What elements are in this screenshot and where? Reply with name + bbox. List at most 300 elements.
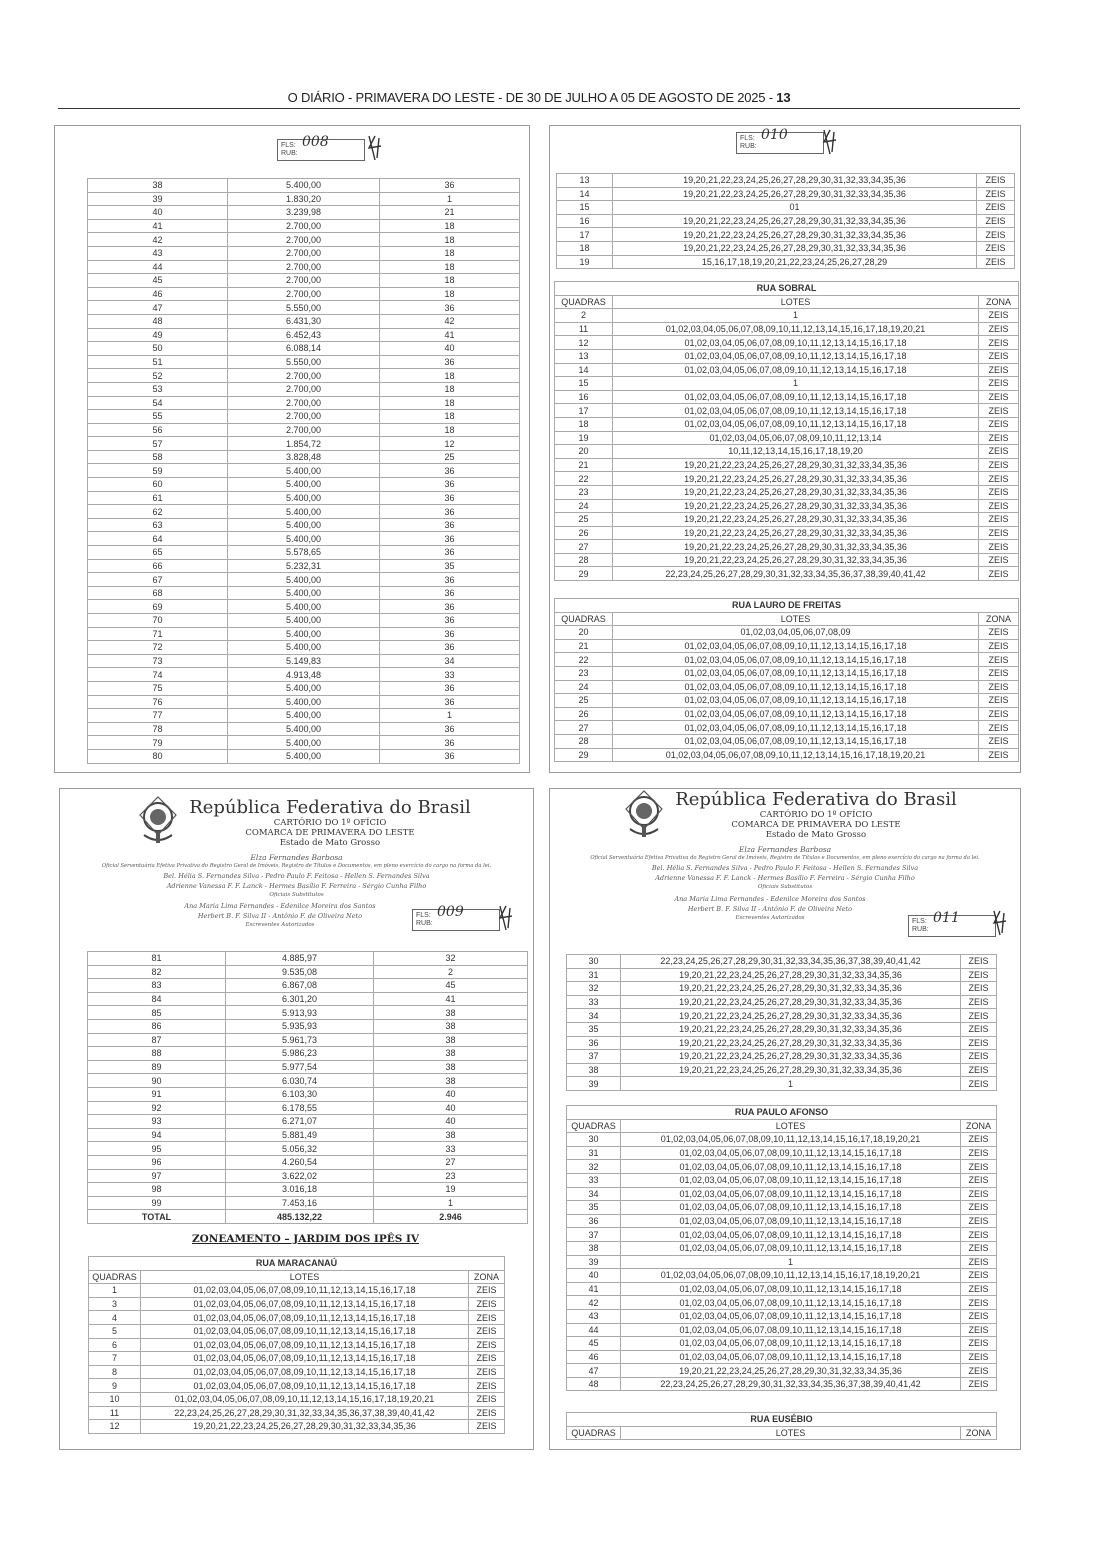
col-zona: ZEIS (961, 1009, 997, 1023)
col-quadra: 82 (88, 965, 226, 979)
col-zona: 23 (374, 1169, 528, 1183)
col-lotes: 5.578,65 (228, 546, 380, 560)
col-lotes: 3.828,48 (228, 450, 380, 464)
col-lotes: 01,02,03,04,05,06,07,08,09,10,11,12,13,14,15,16,17,18 (621, 1350, 961, 1364)
col-quadra: 73 (88, 654, 228, 668)
table-row (89, 1392, 505, 1406)
col-zona: ZEIS (961, 1309, 997, 1323)
col-quadra: 96 (88, 1155, 226, 1169)
col-lotes: 01,02,03,04,05,06,07,08,09,10,11,12,13,14,15,16,17,18 (613, 363, 979, 377)
col-quadra: 87 (88, 1033, 226, 1047)
col-quadra: 43 (567, 1309, 621, 1323)
col-quadra: 60 (88, 478, 228, 492)
street-title: RUA LAURO DE FREITAS (555, 599, 1019, 613)
col-zona: ZEIS (979, 322, 1019, 336)
col-zona: 36 (380, 518, 520, 532)
col-lotes: 5.400,00 (228, 695, 380, 709)
table-row (88, 1006, 528, 1020)
col-zona: 42 (380, 314, 520, 328)
table-row (88, 992, 528, 1006)
table-row (88, 274, 520, 288)
col-lotes: 19,20,21,22,23,24,25,26,27,28,29,30,31,32,33,34,35,36 (613, 513, 979, 527)
rub-label: RUB: (281, 150, 298, 157)
col-quadra: 25 (555, 513, 613, 527)
col-zona: 41 (380, 328, 520, 342)
col-zona: 36 (380, 695, 520, 709)
col-zona: ZEIS (961, 1337, 997, 1351)
zone-table-b-top (556, 173, 1015, 269)
col-lotes: 01,02,03,04,05,06,07,08,09,10,11,12,13,14,15,16,17,18 (141, 1324, 469, 1338)
col-lotes: 01,02,03,04,05,06,07,08,09,10,11,12,13,14,15,16,17,18 (141, 1284, 469, 1298)
col-zona: ZEIS (977, 174, 1015, 188)
col-lotes: 3.622,02 (226, 1169, 374, 1183)
col-zona: ZEIS (979, 445, 1019, 459)
table-row (557, 174, 1015, 188)
col-quadra: 52 (88, 369, 228, 383)
col-lotes: 01,02,03,04,05,06,07,08,09,10,11,12,13,14,15,16,17,18 (621, 1146, 961, 1160)
col-lotes: 6.178,55 (226, 1101, 374, 1115)
table-row (88, 1101, 528, 1115)
col-zona: 18 (380, 423, 520, 437)
col-lotes: 4.260,54 (226, 1155, 374, 1169)
col-lotes: 01,02,03,04,05,06,07,08,09,10,11,12,13,14,15,16,17,18 (621, 1228, 961, 1242)
col-zona: 36 (380, 301, 520, 315)
col-lotes: 19,20,21,22,23,24,25,26,27,28,29,30,31,32,33,34,35,36 (613, 540, 979, 554)
col-quadra: 39 (567, 1255, 621, 1269)
col-lotes: LOTES (621, 1426, 961, 1440)
header-text: O DIÁRIO - PRIMAVERA DO LESTE - DE 30 DE JULHO A 05 DE AGOSTO DE 2025 - (287, 90, 777, 105)
col-zona: 36 (380, 627, 520, 641)
col-quadra: 66 (88, 559, 228, 573)
table-row (89, 1352, 505, 1366)
col-zona: ZEIS (979, 707, 1019, 721)
col-quadra: 80 (88, 749, 228, 763)
col-zona: 36 (380, 681, 520, 695)
table-row (555, 404, 1019, 418)
table-row (88, 614, 520, 628)
col-lotes: 19,20,21,22,23,24,25,26,27,28,29,30,31,32,33,34,35,36 (621, 968, 961, 982)
col-lotes: 22,23,24,25,26,27,28,29,30,31,32,33,34,35,36,37,38,39,40,41,42 (621, 1377, 961, 1391)
table-row (88, 314, 520, 328)
col-zona: ZEIS (961, 955, 997, 969)
col-lotes: 01,02,03,04,05,06,07,08,09,10,11,12,13,14,15,16,17,18 (141, 1297, 469, 1311)
col-quadra: QUADRAS (567, 1426, 621, 1440)
col-zona: ZEIS (961, 1133, 997, 1147)
table-row (89, 1365, 505, 1379)
col-lotes: 01 (613, 201, 977, 215)
table-row (557, 201, 1015, 215)
table-row (567, 1377, 997, 1391)
table-row (555, 513, 1019, 527)
table-row (555, 653, 1019, 667)
table-row (88, 1155, 528, 1169)
table-row (88, 342, 520, 356)
col-lotes: 19,20,21,22,23,24,25,26,27,28,29,30,31,32,33,34,35,36 (621, 1050, 961, 1064)
col-zona: ZEIS (961, 968, 997, 982)
col-zona: ZEIS (979, 458, 1019, 472)
fls-label: FLS: (912, 918, 927, 925)
col-lotes: 5.913,93 (226, 1006, 374, 1020)
table-row (555, 694, 1019, 708)
fls-label: FLS: (281, 142, 296, 149)
table-row (89, 1297, 505, 1311)
col-zona: ZEIS (469, 1379, 505, 1393)
col-zona: ZEIS (979, 309, 1019, 323)
col-lotes: 19,20,21,22,23,24,25,26,27,28,29,30,31,32,33,34,35,36 (613, 174, 977, 188)
col-lotes: 6.271,07 (226, 1115, 374, 1129)
col-quadra: 26 (555, 707, 613, 721)
col-quadra: 61 (88, 491, 228, 505)
table-row (555, 553, 1019, 567)
col-quadra: 49 (88, 328, 228, 342)
col-lotes: 6.431,30 (228, 314, 380, 328)
table-row (567, 1255, 997, 1269)
col-quadra: 33 (567, 995, 621, 1009)
official-role: Oficial Serventuária Efetiva Privativa do Registro Geral de Imóveis, Registro de Títulos e Documentos, em pleno exercício do cargo na forma da lei. (101, 863, 492, 869)
col-quadra: 11 (555, 322, 613, 336)
table-row (88, 423, 520, 437)
col-zona: 2.946 (374, 1210, 528, 1224)
table-row (88, 546, 520, 560)
col-zona: ZEIS (979, 377, 1019, 391)
table-row (557, 187, 1015, 201)
col-lotes: 2.700,00 (228, 369, 380, 383)
col-zona: 41 (374, 992, 528, 1006)
col-quadra: 50 (88, 342, 228, 356)
col-lotes: 19,20,21,22,23,24,25,26,27,28,29,30,31,32,33,34,35,36 (621, 1036, 961, 1050)
table-row (88, 219, 520, 233)
col-zona: 34 (380, 654, 520, 668)
col-quadra: 97 (88, 1169, 226, 1183)
table-row (88, 654, 520, 668)
zone-table-rua-paulo-afonso (566, 1105, 997, 1391)
col-zona: ZONA (961, 1119, 997, 1133)
table-row (567, 1282, 997, 1296)
table-row (88, 736, 520, 750)
table-row (88, 233, 520, 247)
rub-label: RUB: (416, 920, 433, 927)
substitutes-line1: Bel. Hélia S. Fernandes Silva - Pedro Paulo F. Feitosa - Hellen S. Fernandes Silva (163, 872, 430, 880)
col-quadra: 72 (88, 641, 228, 655)
col-lotes: 5.550,00 (228, 355, 380, 369)
cartorio-line2: COMARCA DE PRIMAVERA DO LESTE (731, 820, 901, 830)
table-row (88, 1183, 528, 1197)
col-quadra: 67 (88, 573, 228, 587)
col-lotes: 1 (613, 309, 979, 323)
col-zona: 36 (380, 179, 520, 193)
col-quadra: 81 (88, 952, 226, 966)
col-lotes: 19,20,21,22,23,24,25,26,27,28,29,30,31,32,33,34,35,36 (621, 995, 961, 1009)
col-quadra: 38 (567, 1063, 621, 1077)
table-row (88, 1074, 528, 1088)
col-lotes: 19,20,21,22,23,24,25,26,27,28,29,30,31,32,33,34,35,36 (621, 1364, 961, 1378)
col-zona: ZEIS (961, 1050, 997, 1064)
table-row (567, 1022, 997, 1036)
table-row (567, 1214, 997, 1228)
scan-panel-c (59, 788, 534, 1450)
col-zona: ZEIS (979, 626, 1019, 640)
col-quadra: 92 (88, 1101, 226, 1115)
col-lotes: 5.961,73 (226, 1033, 374, 1047)
table-row (555, 377, 1019, 391)
col-quadra: 59 (88, 464, 228, 478)
col-zona: ZEIS (979, 513, 1019, 527)
table-row (567, 955, 997, 969)
col-quadra: 90 (88, 1074, 226, 1088)
table-row (555, 309, 1019, 323)
col-zona: 45 (374, 979, 528, 993)
col-zona: ZEIS (469, 1297, 505, 1311)
col-lotes: 1 (613, 377, 979, 391)
col-zona: ZEIS (979, 336, 1019, 350)
col-quadra: 62 (88, 505, 228, 519)
table-row (88, 491, 520, 505)
col-zona: 36 (380, 355, 520, 369)
table-row (555, 336, 1019, 350)
col-quadra: 27 (555, 540, 613, 554)
col-lotes: 01,02,03,04,05,06,07,08,09 (613, 626, 979, 640)
col-lotes: 10,11,12,13,14,15,16,17,18,19,20 (613, 445, 979, 459)
table-row (567, 1133, 997, 1147)
col-quadra: 11 (89, 1406, 141, 1420)
signature-icon (820, 128, 840, 156)
col-quadra: 26 (555, 526, 613, 540)
cartorio-line1: CARTÓRIO DO 1º OFÍCIO (759, 810, 873, 820)
col-quadra: 38 (88, 179, 228, 193)
col-lotes: 2.700,00 (228, 423, 380, 437)
col-lotes: 5.977,54 (226, 1060, 374, 1074)
col-quadra: QUADRAS (555, 295, 613, 309)
street-title-row (555, 282, 1019, 296)
col-zona: ZEIS (961, 1228, 997, 1242)
col-quadra: 21 (555, 639, 613, 653)
table-row (555, 472, 1019, 486)
col-zona: ZEIS (961, 995, 997, 1009)
col-zona: ZEIS (979, 653, 1019, 667)
col-lotes: 01,02,03,04,05,06,07,08,09,10,11,12,13,14,15,16,17,18 (141, 1365, 469, 1379)
col-quadra: 13 (555, 349, 613, 363)
col-quadra: 4 (89, 1311, 141, 1325)
col-lotes: 6.030,74 (226, 1074, 374, 1088)
col-quadra: 46 (88, 287, 228, 301)
col-lotes: 4.913,48 (228, 668, 380, 682)
col-lotes: 5.400,00 (228, 573, 380, 587)
col-quadra: 83 (88, 979, 226, 993)
col-lotes: 6.867,08 (226, 979, 374, 993)
col-zona: ZEIS (979, 553, 1019, 567)
table-row (88, 627, 520, 641)
area-table-c (87, 951, 528, 1224)
col-quadra: 47 (88, 301, 228, 315)
signature-icon (990, 909, 1010, 937)
col-lotes: 01,02,03,04,05,06,07,08,09,10,11,12,13,14,15,16,17,18 (621, 1201, 961, 1215)
col-quadra: 98 (88, 1183, 226, 1197)
table-row (88, 192, 520, 206)
col-quadra: 3 (89, 1297, 141, 1311)
clerks-line1: Ana Maria Lima Fernandes - Edenilce Moreira dos Santos (674, 895, 866, 903)
col-quadra: 85 (88, 1006, 226, 1020)
zone-table-d-top (566, 954, 997, 1091)
col-zona: 18 (380, 260, 520, 274)
col-zona: 19 (374, 1183, 528, 1197)
col-zona: ZEIS (979, 666, 1019, 680)
cartorio-line2: COMARCA DE PRIMAVERA DO LESTE (245, 828, 415, 838)
table-row (88, 450, 520, 464)
col-zona: 38 (374, 1047, 528, 1061)
col-lotes: 5.550,00 (228, 301, 380, 315)
table-row (88, 410, 520, 424)
col-lotes: 01,02,03,04,05,06,07,08,09,10,11,12,13,14,15,16,17,18 (613, 404, 979, 418)
col-lotes: LOTES (613, 612, 979, 626)
col-zona: ZEIS (979, 363, 1019, 377)
col-zona: 18 (380, 219, 520, 233)
col-lotes: 1 (621, 1077, 961, 1091)
col-zona: ZEIS (469, 1324, 505, 1338)
republica-title: República Federativa do Brasil (189, 797, 471, 818)
col-lotes: 01,02,03,04,05,06,07,08,09,10,11,12,13,14,15,16,17,18 (613, 417, 979, 431)
table-row (88, 722, 520, 736)
col-zona: ZEIS (961, 1173, 997, 1187)
table-row (88, 464, 520, 478)
col-zona: 33 (380, 668, 520, 682)
substitutes-label: Oficiais Substitutos (269, 892, 324, 898)
col-zona: 27 (374, 1155, 528, 1169)
table-row (555, 458, 1019, 472)
table-row (89, 1420, 505, 1434)
street-title: RUA PAULO AFONSO (567, 1106, 997, 1120)
table-row (567, 1337, 997, 1351)
table-row (88, 668, 520, 682)
table-row (555, 526, 1019, 540)
col-quadra: 89 (88, 1060, 226, 1074)
col-zona: 36 (380, 614, 520, 628)
col-lotes: 5.400,00 (228, 179, 380, 193)
col-quadra: 5 (89, 1324, 141, 1338)
col-zona: ZEIS (961, 1063, 997, 1077)
col-quadra: 25 (555, 694, 613, 708)
table-row (557, 228, 1015, 242)
col-lotes: 1.854,72 (228, 437, 380, 451)
official-name: Elza Fernandes Barbosa (250, 853, 343, 862)
col-zona: ZEIS (961, 1282, 997, 1296)
col-quadra: 22 (555, 472, 613, 486)
col-quadra: 43 (88, 246, 228, 260)
col-zona: 12 (380, 437, 520, 451)
col-lotes: 15,16,17,18,19,20,21,22,23,24,25,26,27,28,29 (613, 255, 977, 269)
page-number: 13 (776, 90, 791, 105)
col-zona: 38 (374, 1074, 528, 1088)
fls-number: 011 (933, 910, 960, 926)
col-lotes: 01,02,03,04,05,06,07,08,09,10,11,12,13,14,15,16,17,18 (621, 1323, 961, 1337)
col-lotes: 01,02,03,04,05,06,07,08,09,10,11,12,13,14,15,16,17,18,19,20,21 (141, 1392, 469, 1406)
street-title: RUA SOBRAL (555, 282, 1019, 296)
col-lotes: 01,02,03,04,05,06,07,08,09,10,11,12,13,14,15,16,17,18 (613, 680, 979, 694)
rub-label: RUB: (740, 143, 757, 150)
col-quadra: 18 (557, 241, 613, 255)
col-lotes: 01,02,03,04,05,06,07,08,09,10,11,12,13,14,15,16,17,18 (613, 721, 979, 735)
col-zona: 40 (374, 1087, 528, 1101)
col-quadra: 41 (88, 219, 228, 233)
substitutes-line2: Adrienne Vanessa F. F. Lanck - Hermes Basílio F. Ferreira - Sérgio Cunha Filho (166, 882, 427, 890)
cartorio-line3: Estado de Mato Grosso (765, 830, 867, 840)
col-quadra: 36 (567, 1214, 621, 1228)
col-zona: 1 (380, 709, 520, 723)
col-quadra: 42 (567, 1296, 621, 1310)
col-zona: ZEIS (979, 390, 1019, 404)
col-quadra: 71 (88, 627, 228, 641)
col-lotes: LOTES (141, 1270, 469, 1284)
col-lotes: 01,02,03,04,05,06,07,08,09,10,11,12,13,14,15,16,17,18,19,20,21 (621, 1269, 961, 1283)
col-lotes: 5.400,00 (228, 614, 380, 628)
col-quadra: 42 (88, 233, 228, 247)
col-zona: ZEIS (979, 404, 1019, 418)
table-row (555, 431, 1019, 445)
col-quadra: 14 (557, 187, 613, 201)
col-lotes: 1.830,20 (228, 192, 380, 206)
col-lotes: 5.400,00 (228, 518, 380, 532)
col-zona: ZEIS (961, 1146, 997, 1160)
table-row (88, 382, 520, 396)
col-zona: ZEIS (979, 431, 1019, 445)
col-lotes: 19,20,21,22,23,24,25,26,27,28,29,30,31,32,33,34,35,36 (613, 241, 977, 255)
table-row (88, 1128, 528, 1142)
col-lotes: 5.935,93 (226, 1019, 374, 1033)
col-quadra: 51 (88, 355, 228, 369)
col-lotes: 01,02,03,04,05,06,07,08,09,10,11,12,13,14,15,16,17,18 (613, 639, 979, 653)
col-lotes: 5.881,49 (226, 1128, 374, 1142)
col-zona: ZEIS (961, 982, 997, 996)
col-lotes: 5.400,00 (228, 722, 380, 736)
col-zona: ZONA (979, 295, 1019, 309)
col-lotes: 6.452,43 (228, 328, 380, 342)
col-zona: ZEIS (961, 1377, 997, 1391)
fls-stamp-d (908, 910, 996, 937)
col-lotes: 01,02,03,04,05,06,07,08,09,10,11,12,13,14,15,16,17,18 (613, 734, 979, 748)
col-quadra: 7 (89, 1352, 141, 1366)
col-zona: ZEIS (979, 349, 1019, 363)
table-row (88, 681, 520, 695)
republica-title: República Federativa do Brasil (675, 789, 957, 810)
col-quadra: 78 (88, 722, 228, 736)
table-row (88, 1115, 528, 1129)
col-lotes: 01,02,03,04,05,06,07,08,09,10,11,12,13,14,15,16,17,18 (613, 653, 979, 667)
col-lotes: 19,20,21,22,23,24,25,26,27,28,29,30,31,32,33,34,35,36 (141, 1420, 469, 1434)
col-quadra: 46 (567, 1350, 621, 1364)
col-zona: ZONA (979, 612, 1019, 626)
col-quadra: 75 (88, 681, 228, 695)
col-zona: 21 (380, 206, 520, 220)
col-quadra: 36 (567, 1036, 621, 1050)
col-zona: 18 (380, 233, 520, 247)
table-row (88, 586, 520, 600)
col-zona: 40 (374, 1101, 528, 1115)
col-lotes: 22,23,24,25,26,27,28,29,30,31,32,33,34,35,36,37,38,39,40,41,42 (613, 567, 979, 581)
col-quadra: 77 (88, 709, 228, 723)
col-lotes: 2.700,00 (228, 287, 380, 301)
table-row (88, 952, 528, 966)
col-quadra: 32 (567, 1160, 621, 1174)
col-zona: ZEIS (961, 1364, 997, 1378)
col-zona: ZEIS (977, 214, 1015, 228)
fls-stamp-a (277, 134, 365, 161)
col-zona: ZEIS (979, 567, 1019, 581)
table-row (88, 600, 520, 614)
col-quadra: 15 (557, 201, 613, 215)
col-quadra: 29 (555, 748, 613, 762)
col-lotes: 5.400,00 (228, 586, 380, 600)
col-quadra: 14 (555, 363, 613, 377)
col-lotes: 2.700,00 (228, 246, 380, 260)
